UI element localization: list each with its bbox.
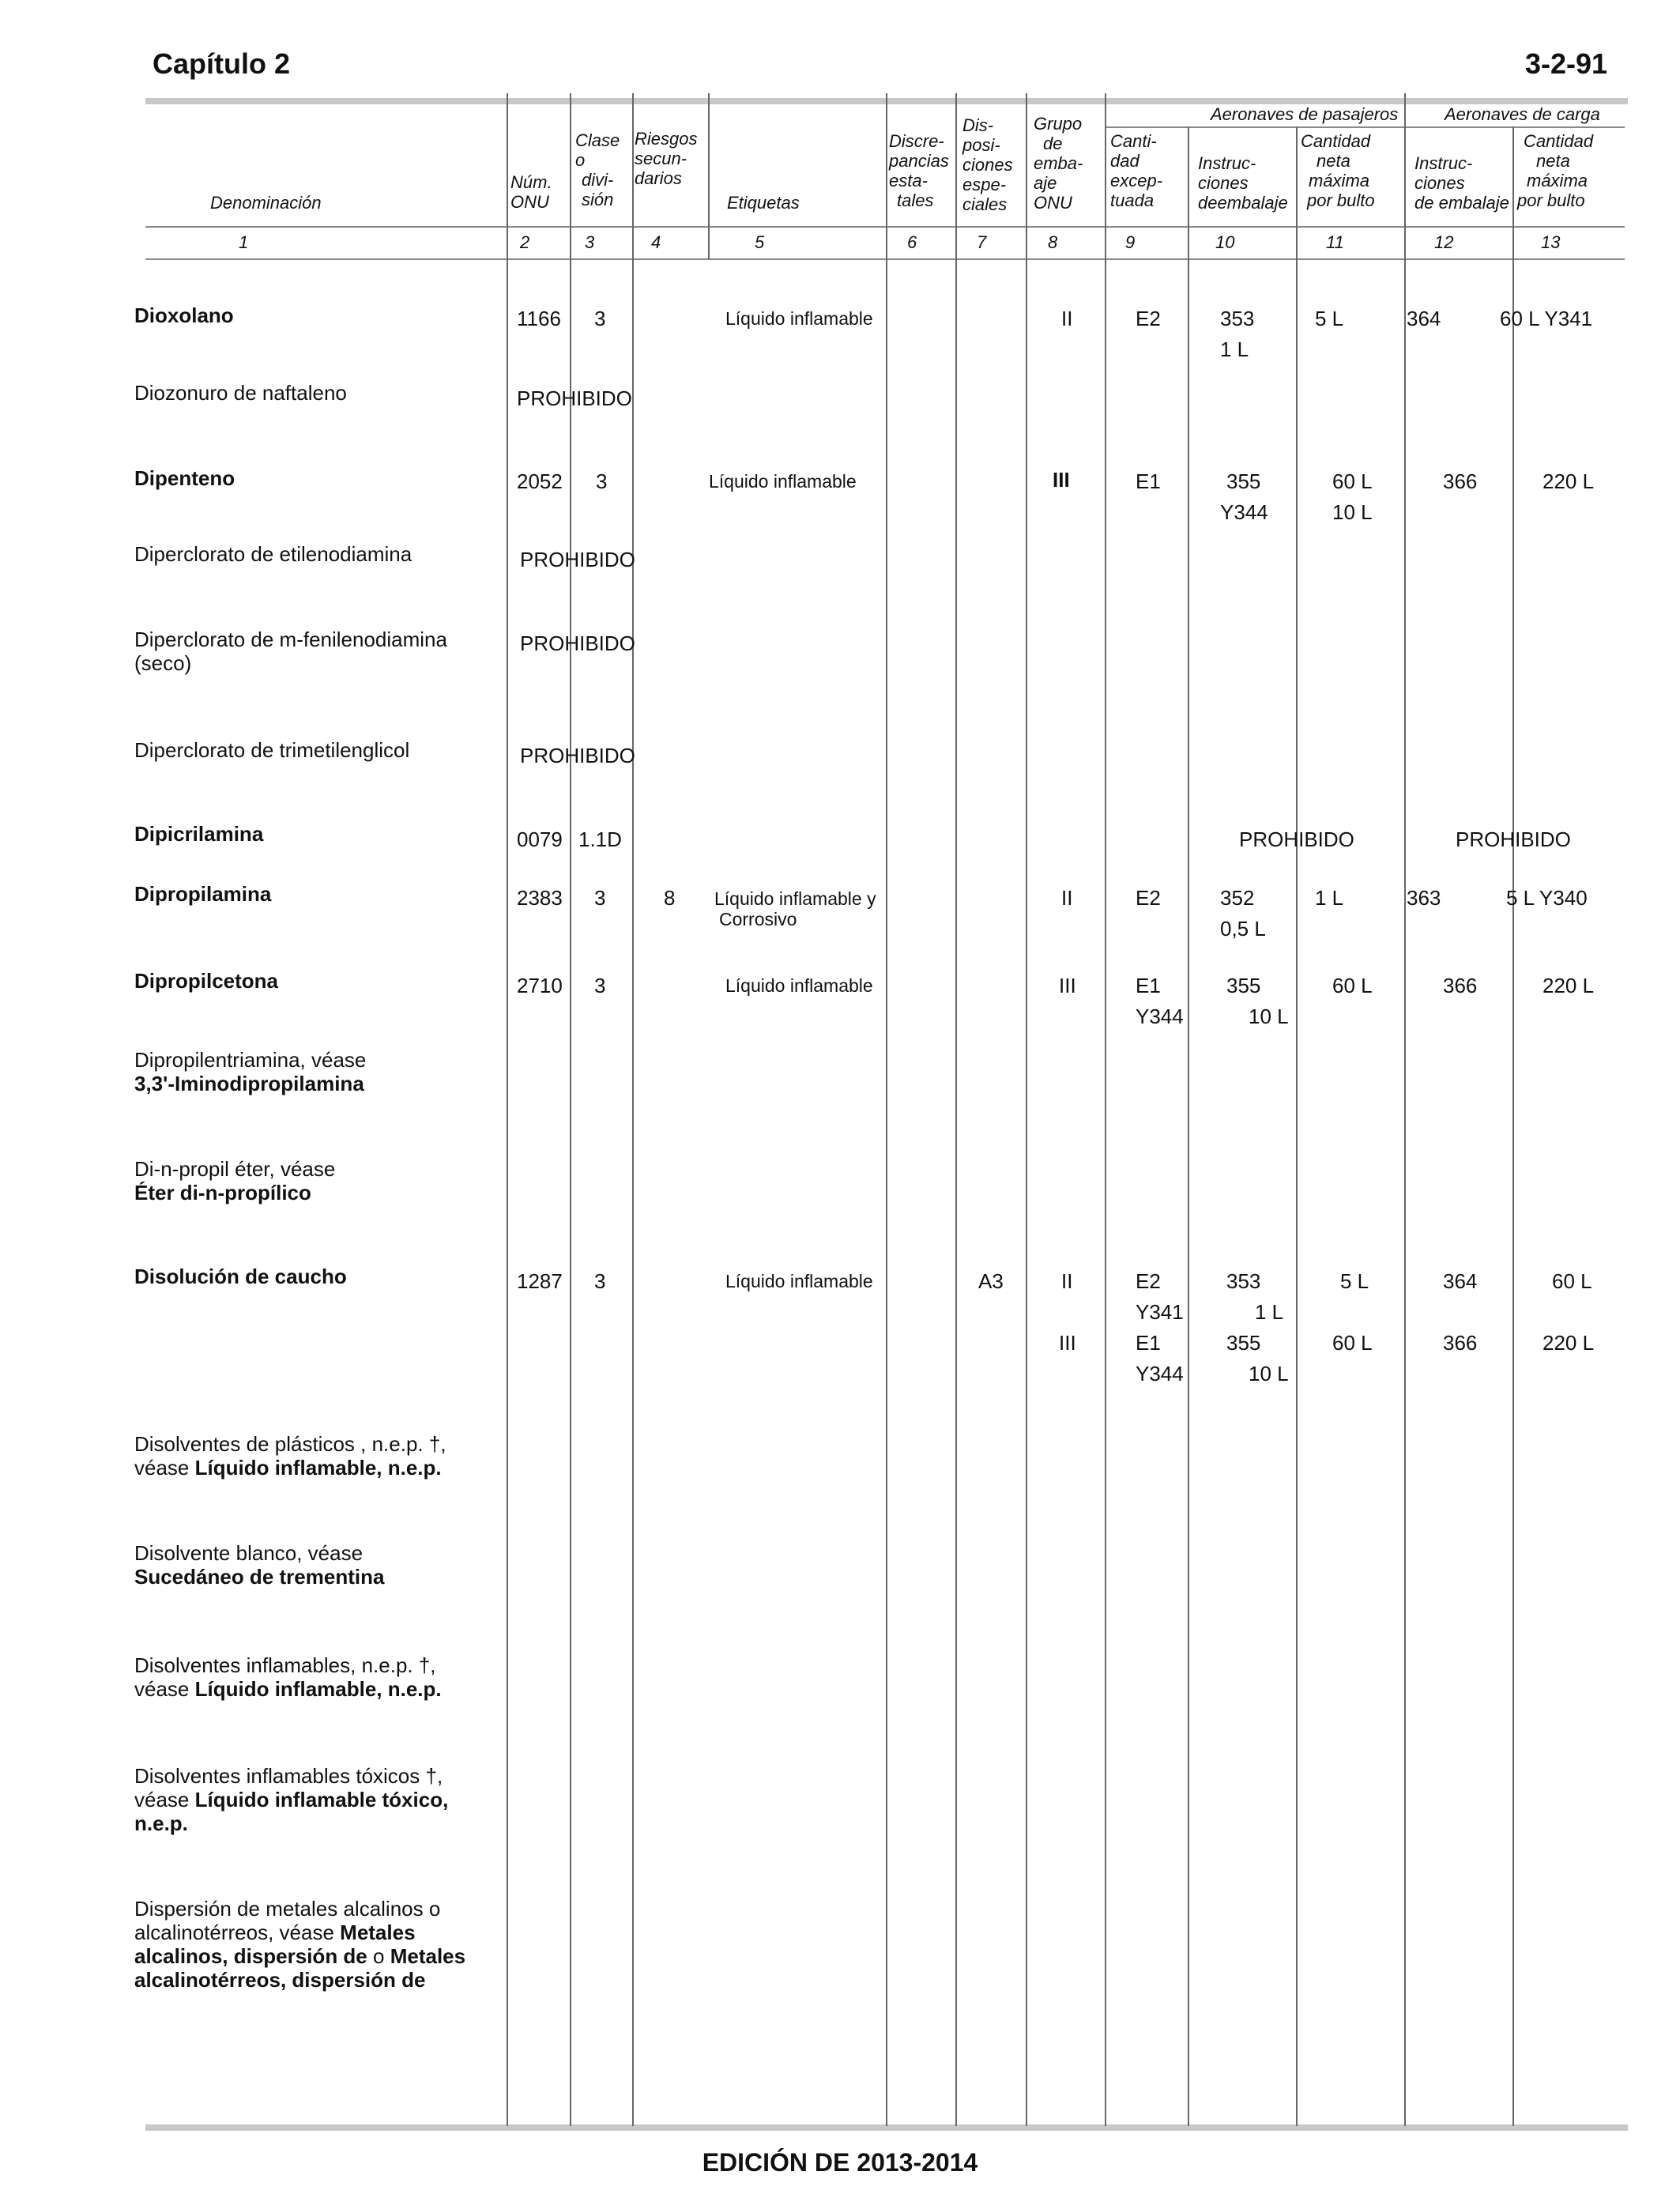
entry-name: Dipropilcetona [134, 969, 279, 993]
cargo-packing-instruction: 366 [1443, 1331, 1478, 1355]
pax-packing-instruction: 353 [1220, 307, 1255, 330]
un-number: 2710 [517, 974, 563, 997]
col-number-4: 4 [651, 232, 661, 252]
col-header-instr-pasajeros: Instruc- ciones deembalaje [1198, 153, 1288, 213]
cargo-max-quantity: 60 L [1552, 1269, 1592, 1293]
col-number-11: 11 [1326, 232, 1344, 252]
packing-group: II [1061, 307, 1073, 330]
prohibited-status: PROHIBIDO [517, 386, 632, 410]
entry-name: Dioxolano [134, 303, 234, 327]
packing-group: III [1059, 1331, 1076, 1355]
col-number-10: 10 [1215, 232, 1235, 252]
aircraft-group-divider [1106, 126, 1625, 128]
pax-prohibited-status: PROHIBIDO [1239, 827, 1354, 851]
col-number-6: 6 [907, 232, 917, 252]
packing-group: II [1061, 886, 1073, 910]
pax-packing-instruction: 353 [1226, 1269, 1261, 1293]
limited-quantity-code: Y344 [1136, 1005, 1184, 1028]
col-line-9 [1105, 93, 1106, 2126]
un-number: 2052 [517, 469, 563, 493]
page-number: 3-2-91 [1524, 47, 1607, 80]
pax-limited-quantity: 10 L [1249, 1005, 1289, 1028]
edition-footer: EDICIÓN DE 2013-2014 [702, 2148, 978, 2177]
col-header-riesgos: Riesgos secun- darios [635, 129, 698, 188]
col-header-cantidad-exceptuada: Canti- dad excep- tuada [1110, 131, 1163, 210]
col-header-cant-pasajeros: Cantidad neta máxima por bulto [1301, 131, 1375, 210]
pax-limited-quantity: 0,5 L [1220, 917, 1266, 941]
col-header-denominacion: Denominación [210, 193, 322, 213]
pax-limited-quantity: 10 L [1249, 1362, 1289, 1385]
col-line-7 [955, 93, 957, 2126]
entry-name: Disolución de caucho [134, 1265, 347, 1288]
entry-name: Diperclorato de m-fenilenodiamina (seco) [134, 628, 447, 675]
cargo-packing-instruction: 364 [1443, 1269, 1478, 1293]
col-number-13: 13 [1541, 232, 1561, 252]
prohibited-status: PROHIBIDO [520, 744, 635, 767]
class-division: 3 [594, 974, 606, 997]
excepted-quantity: E2 [1136, 886, 1161, 910]
cross-reference: Di-n-propil éter, véase Éter di-n-propílico [134, 1157, 336, 1204]
pax-limited-quantity: 1 L [1255, 1300, 1284, 1324]
cross-reference: Dipropilentriamina, véase 3,3'-Iminodipropilamina [134, 1048, 367, 1095]
entry-name: Diperclorato de trimetilenglicol [134, 738, 410, 762]
packing-group: III [1053, 468, 1070, 492]
col-header-cant-carga: Cantidad neta máxima por bulto [1517, 131, 1594, 210]
pax-max-quantity: 60 L [1332, 469, 1373, 493]
limited-quantity-code: Y344 [1136, 1362, 1184, 1385]
chapter-title: Capítulo 2 [153, 47, 291, 80]
col-line-13 [1512, 126, 1514, 2126]
col-line-5 [708, 93, 710, 259]
un-number: 1287 [517, 1269, 563, 1293]
hazard-label: Líquido inflamable [725, 308, 873, 329]
cargo-packing-instruction: 366 [1443, 469, 1478, 493]
class-division: 3 [594, 1269, 606, 1293]
pax-limited-quantity: Y344 [1220, 500, 1268, 524]
col-header-clase: Clase o divi- sión [575, 130, 620, 209]
class-division: 3 [594, 886, 606, 910]
col-number-9: 9 [1125, 232, 1136, 252]
subsidiary-risk: 8 [664, 886, 676, 910]
col-header-num-onu: Núm. ONU [510, 172, 552, 212]
col-number-12: 12 [1434, 232, 1454, 252]
excepted-quantity: E2 [1136, 307, 1161, 330]
pax-packing-instruction: 355 [1226, 974, 1261, 997]
col-header-pasajeros: Aeronaves de pasajeros [1211, 104, 1399, 124]
pax-packing-instruction: 352 [1220, 886, 1255, 910]
class-division: 3 [594, 307, 606, 330]
col-header-discrepancias: Discre- pancias esta- tales [889, 131, 949, 210]
entry-name: Dipropilamina [134, 882, 272, 906]
pax-max-quantity: 60 L [1332, 974, 1373, 997]
limited-quantity-code: Y341 [1136, 1300, 1184, 1324]
col-header-disposiciones: Dis- posi- ciones espe- ciales [962, 115, 1013, 214]
col-number-1: 1 [239, 232, 249, 252]
cross-reference: Dispersión de metales alcalinos o alcalinotérreos, véase Metales alcalinos, dispersión de o Metales alcalinotérreos, dispersión de [134, 1897, 466, 1992]
col-number-5: 5 [755, 232, 765, 252]
cargo-packing-instruction: 363 [1407, 886, 1441, 910]
cargo-max-quantity: 220 L [1543, 1331, 1595, 1355]
class-division: 1.1D [578, 827, 622, 851]
class-division: 3 [596, 469, 608, 493]
entry-name: Diozonuro de naftaleno [134, 381, 347, 405]
cross-reference: Disolventes inflamables, n.e.p. †, véase Líquido inflamable, n.e.p. [134, 1653, 442, 1701]
cargo-packing-instruction: 364 [1407, 307, 1441, 330]
cross-reference: Disolventes de plásticos , n.e.p. †, véase Líquido inflamable, n.e.p. [134, 1432, 446, 1480]
hazard-label: Líquido inflamable [709, 471, 857, 492]
entry-name: Diperclorato de etilenodiamina [134, 542, 412, 566]
hazard-label: Líquido inflamable y Corrosivo [714, 888, 876, 929]
cargo-packing-instruction: 366 [1443, 974, 1478, 997]
header-divider [145, 226, 1625, 228]
col-line-4 [632, 93, 634, 2126]
un-number: 0079 [517, 827, 563, 851]
excepted-quantity: E1 [1136, 469, 1161, 493]
excepted-quantity: E1 [1136, 974, 1161, 997]
packing-group: II [1061, 1269, 1073, 1293]
excepted-quantity: E2 [1136, 1269, 1161, 1293]
col-line-12 [1404, 93, 1406, 2126]
col-line-2 [507, 93, 508, 2126]
pax-packing-instruction: 355 [1226, 469, 1261, 493]
pax-limited-quantity: 1 L [1220, 337, 1249, 361]
col-line-6 [886, 93, 887, 2126]
col-header-instr-carga: Instruc- ciones de embalaje [1414, 153, 1509, 213]
cargo-max-quantity: 60 L Y341 [1500, 307, 1593, 330]
col-number-7: 7 [977, 232, 987, 252]
cross-reference: Disolventes inflamables tóxicos †, véase Líquido inflamable tóxico, n.e.p. [134, 1764, 449, 1835]
special-provision: A3 [978, 1269, 1004, 1293]
cargo-max-quantity: 220 L [1543, 469, 1595, 493]
hazard-label: Líquido inflamable [725, 1271, 873, 1291]
pax-max-quantity: 5 L [1315, 307, 1344, 330]
col-line-8 [1026, 93, 1027, 2126]
pax-max-quantity: 60 L [1332, 1331, 1373, 1355]
cross-reference: Disolvente blanco, véase Sucedáneo de trementina [134, 1541, 385, 1589]
prohibited-status: PROHIBIDO [520, 631, 635, 655]
col-line-10 [1188, 126, 1189, 2126]
col-number-2: 2 [520, 232, 530, 252]
cargo-max-quantity: 220 L [1543, 974, 1595, 997]
pax-limited-max-quantity: 10 L [1332, 500, 1373, 524]
pax-max-quantity: 1 L [1315, 886, 1344, 910]
col-line-11 [1296, 126, 1298, 2126]
col-header-carga: Aeronaves de carga [1445, 104, 1600, 124]
hazard-label: Líquido inflamable [725, 975, 873, 996]
col-header-etiquetas: Etiquetas [727, 193, 800, 213]
un-number: 1166 [517, 307, 561, 330]
column-number-divider [145, 258, 1625, 260]
entry-name: Dipicrilamina [134, 822, 264, 846]
col-number-3: 3 [585, 232, 595, 252]
excepted-quantity: E1 [1136, 1331, 1161, 1355]
un-number: 2383 [517, 886, 563, 910]
prohibited-status: PROHIBIDO [520, 548, 635, 571]
pax-max-quantity: 5 L [1340, 1269, 1369, 1293]
packing-group: III [1059, 974, 1076, 997]
col-header-grupo: Grupo de emba- aje ONU [1034, 114, 1083, 213]
cargo-max-quantity: 5 L Y340 [1506, 886, 1588, 910]
cargo-prohibited-status: PROHIBIDO [1456, 827, 1571, 851]
pax-packing-instruction: 355 [1226, 1331, 1261, 1355]
col-number-8: 8 [1048, 232, 1058, 252]
entry-name: Dipenteno [134, 466, 235, 490]
